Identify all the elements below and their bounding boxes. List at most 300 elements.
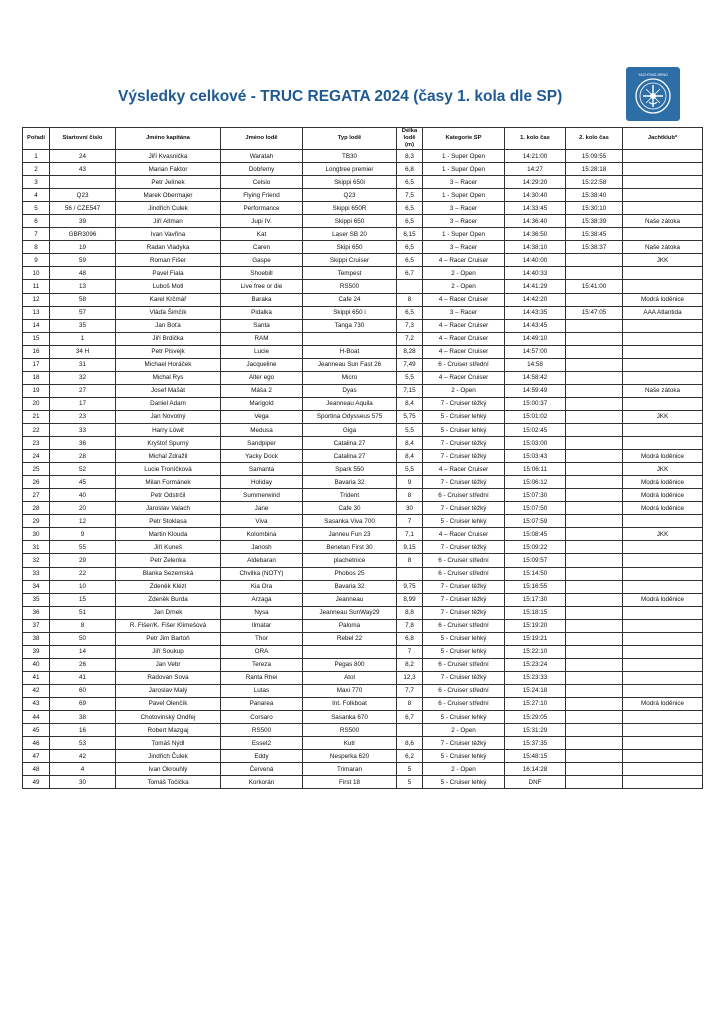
cell-lap2-time bbox=[566, 554, 623, 567]
cell-boat-name: Santa bbox=[221, 319, 303, 332]
cell-skipper: Milan Formánek bbox=[116, 476, 221, 489]
cell-boat-type: Rebel 22 bbox=[303, 632, 397, 645]
cell-rank: 49 bbox=[23, 776, 50, 789]
table-row bbox=[23, 358, 703, 371]
table-row bbox=[23, 267, 703, 280]
cell-boat-length bbox=[397, 280, 423, 293]
cell-boat-name: Lutas bbox=[221, 684, 303, 697]
cell-lap2-time bbox=[566, 684, 623, 697]
cell-boat-name: Thor bbox=[221, 632, 303, 645]
column-header: Jméno lodě bbox=[221, 128, 303, 150]
cell-start-number: 26 bbox=[50, 658, 116, 671]
cell-boat-length: 5 bbox=[397, 763, 423, 776]
cell-boat-type: Catalina 27 bbox=[303, 437, 397, 450]
table-row bbox=[23, 476, 703, 489]
cell-yacht-club bbox=[623, 645, 703, 658]
cell-boat-length: 8 bbox=[397, 554, 423, 567]
cell-rank: 27 bbox=[23, 489, 50, 502]
cell-category: 7 - Cruiser těžký bbox=[423, 541, 505, 554]
cell-rank: 44 bbox=[23, 711, 50, 724]
cell-category: 5 - Cruiser lehký bbox=[423, 711, 505, 724]
cell-boat-length: 6,7 bbox=[397, 711, 423, 724]
cell-lap2-time: 15:38:37 bbox=[566, 241, 623, 254]
table-row bbox=[23, 684, 703, 697]
cell-boat-length: 7,7 bbox=[397, 684, 423, 697]
cell-skipper: R. Fišer/K. Fišer Klimešová bbox=[116, 619, 221, 632]
cell-rank: 32 bbox=[23, 554, 50, 567]
logo-text: YACHTING BRNO bbox=[638, 73, 668, 77]
table-row bbox=[23, 254, 703, 267]
cell-category: 2 - Open bbox=[423, 763, 505, 776]
cell-rank: 37 bbox=[23, 619, 50, 632]
cell-boat-name: Jacqueline bbox=[221, 358, 303, 371]
cell-lap1-time: 14:29:20 bbox=[505, 176, 566, 189]
cell-category: 6 - Cruiser střední bbox=[423, 658, 505, 671]
cell-boat-length: 7,2 bbox=[397, 332, 423, 345]
table-row bbox=[23, 593, 703, 606]
cell-boat-type: Cafe 30 bbox=[303, 502, 397, 515]
cell-category: 7 - Cruiser těžký bbox=[423, 606, 505, 619]
cell-start-number: 4 bbox=[50, 763, 116, 776]
cell-rank: 41 bbox=[23, 671, 50, 684]
cell-skipper: Kryštof Spurný bbox=[116, 437, 221, 450]
cell-skipper: Petr Stoklasa bbox=[116, 515, 221, 528]
cell-category: 2 - Open bbox=[423, 280, 505, 293]
cell-start-number: 32 bbox=[50, 371, 116, 384]
cell-boat-type: Catalina 27 bbox=[303, 450, 397, 463]
cell-lap1-time: 15:09:57 bbox=[505, 554, 566, 567]
cell-boat-length: 7,49 bbox=[397, 358, 423, 371]
cell-lap2-time bbox=[566, 528, 623, 541]
cell-yacht-club bbox=[623, 580, 703, 593]
cell-boat-name: Ranta Rhei bbox=[221, 671, 303, 684]
cell-boat-name: Shoebill bbox=[221, 267, 303, 280]
cell-yacht-club bbox=[623, 750, 703, 763]
cell-boat-name: Janosh bbox=[221, 541, 303, 554]
table-row bbox=[23, 737, 703, 750]
cell-yacht-club bbox=[623, 671, 703, 684]
cell-lap2-time bbox=[566, 737, 623, 750]
cell-yacht-club bbox=[623, 763, 703, 776]
cell-skipper: Zdeněk Burda bbox=[116, 593, 221, 606]
cell-category: 3 – Racer bbox=[423, 176, 505, 189]
cell-lap2-time bbox=[566, 463, 623, 476]
table-row bbox=[23, 397, 703, 410]
cell-skipper: Ivan Okrouhlý bbox=[116, 763, 221, 776]
cell-boat-name: ORA bbox=[221, 645, 303, 658]
cell-boat-length: 6,2 bbox=[397, 750, 423, 763]
table-row bbox=[23, 189, 703, 202]
cell-rank: 14 bbox=[23, 319, 50, 332]
table-row bbox=[23, 410, 703, 423]
cell-skipper: Karel Krčmář bbox=[116, 293, 221, 306]
cell-start-number: 52 bbox=[50, 463, 116, 476]
cell-boat-type: Micro bbox=[303, 371, 397, 384]
cell-lap1-time: 14:36:50 bbox=[505, 228, 566, 241]
cell-boat-type: Skippi 650i bbox=[303, 176, 397, 189]
table-row bbox=[23, 163, 703, 176]
cell-lap2-time: 15:09:55 bbox=[566, 150, 623, 163]
cell-boat-type: Maxi 770 bbox=[303, 684, 397, 697]
cell-rank: 33 bbox=[23, 567, 50, 580]
cell-lap1-time: 15:24:18 bbox=[505, 684, 566, 697]
cell-lap2-time bbox=[566, 476, 623, 489]
cell-yacht-club bbox=[623, 280, 703, 293]
results-table bbox=[22, 127, 703, 789]
cell-category: 5 - Cruiser lehký bbox=[423, 632, 505, 645]
cell-yacht-club bbox=[623, 319, 703, 332]
cell-category: 3 – Racer bbox=[423, 241, 505, 254]
cell-lap2-time bbox=[566, 267, 623, 280]
cell-category: 5 - Cruiser lehký bbox=[423, 423, 505, 436]
cell-skipper: Petr Pisvejk bbox=[116, 345, 221, 358]
cell-rank: 15 bbox=[23, 332, 50, 345]
table-row bbox=[23, 371, 703, 384]
cell-boat-name: Korkorán bbox=[221, 776, 303, 789]
cell-category: 4 – Racer Cruiser bbox=[423, 293, 505, 306]
cell-skipper: Jiří Kuneš bbox=[116, 541, 221, 554]
cell-category: 5 - Cruiser lehký bbox=[423, 515, 505, 528]
cell-skipper: Radovan Sova bbox=[116, 671, 221, 684]
cell-yacht-club: Modrá loděnice bbox=[623, 593, 703, 606]
cell-boat-length: 5,5 bbox=[397, 371, 423, 384]
cell-lap2-time bbox=[566, 593, 623, 606]
cell-yacht-club bbox=[623, 776, 703, 789]
cell-yacht-club bbox=[623, 658, 703, 671]
cell-lap1-time: 15:31:29 bbox=[505, 724, 566, 737]
cell-yacht-club bbox=[623, 423, 703, 436]
cell-skipper: Harry Löwit bbox=[116, 423, 221, 436]
cell-boat-name: Chvilka (NOTY) bbox=[221, 567, 303, 580]
table-row bbox=[23, 150, 703, 163]
cell-skipper: Tomáš Nýdl bbox=[116, 737, 221, 750]
cell-yacht-club bbox=[623, 632, 703, 645]
cell-lap2-time bbox=[566, 515, 623, 528]
column-header: Pořadí bbox=[23, 128, 50, 150]
cell-boat-name: Medusa bbox=[221, 423, 303, 436]
column-header: Startovní číslo bbox=[50, 128, 116, 150]
cell-skipper: Jaroslav Malý bbox=[116, 684, 221, 697]
page-title: Výsledky celkové - TRUC REGATA 2024 (časy 1. kola dle SP) bbox=[118, 88, 563, 105]
cell-rank: 24 bbox=[23, 450, 50, 463]
cell-start-number: 19 bbox=[50, 241, 116, 254]
cell-skipper: Jindřich Čulek bbox=[116, 750, 221, 763]
cell-lap2-time bbox=[566, 254, 623, 267]
cell-boat-type: Sasanka Viva 700 bbox=[303, 515, 397, 528]
cell-boat-length: 8 bbox=[397, 489, 423, 502]
cell-yacht-club: JKK bbox=[623, 463, 703, 476]
table-row bbox=[23, 697, 703, 710]
cell-start-number: 39 bbox=[50, 215, 116, 228]
cell-rank: 26 bbox=[23, 476, 50, 489]
cell-yacht-club: JKK bbox=[623, 528, 703, 541]
cell-boat-name: Summerwind bbox=[221, 489, 303, 502]
cell-skipper: Petr Odstrčil bbox=[116, 489, 221, 502]
cell-lap2-time bbox=[566, 763, 623, 776]
cell-lap1-time: 14:27 bbox=[505, 163, 566, 176]
cell-yacht-club bbox=[623, 228, 703, 241]
cell-yacht-club bbox=[623, 202, 703, 215]
cell-start-number: 43 bbox=[50, 163, 116, 176]
cell-start-number: 48 bbox=[50, 267, 116, 280]
cell-lap1-time: 15:03:00 bbox=[505, 437, 566, 450]
cell-boat-name: Viva bbox=[221, 515, 303, 528]
cell-boat-type: Atol bbox=[303, 671, 397, 684]
cell-boat-name: Ilmatar bbox=[221, 619, 303, 632]
cell-rank: 16 bbox=[23, 345, 50, 358]
cell-boat-type: Skippi Cruiser bbox=[303, 254, 397, 267]
cell-start-number: 24 bbox=[50, 150, 116, 163]
cell-boat-name: Alter ego bbox=[221, 371, 303, 384]
cell-start-number: 57 bbox=[50, 306, 116, 319]
table-row bbox=[23, 711, 703, 724]
cell-boat-name: Yacky Dock bbox=[221, 450, 303, 463]
cell-lap2-time: 15:28:18 bbox=[566, 163, 623, 176]
cell-boat-name: Pidalka bbox=[221, 306, 303, 319]
cell-boat-type: Trimaran bbox=[303, 763, 397, 776]
cell-boat-length: 7,3 bbox=[397, 319, 423, 332]
cell-yacht-club: Modrá loděnice bbox=[623, 697, 703, 710]
cell-lap1-time: 15:48:15 bbox=[505, 750, 566, 763]
cell-boat-length: 12,3 bbox=[397, 671, 423, 684]
cell-start-number: 10 bbox=[50, 580, 116, 593]
cell-rank: 19 bbox=[23, 384, 50, 397]
cell-boat-name: Dobřemy bbox=[221, 163, 303, 176]
cell-boat-type bbox=[303, 645, 397, 658]
cell-category: 3 – Racer bbox=[423, 215, 505, 228]
cell-lap1-time: 15:01:02 bbox=[505, 410, 566, 423]
cell-boat-name: Tereza bbox=[221, 658, 303, 671]
cell-lap2-time: 15:41:00 bbox=[566, 280, 623, 293]
cell-lap1-time: 15:22:10 bbox=[505, 645, 566, 658]
table-row bbox=[23, 202, 703, 215]
cell-rank: 40 bbox=[23, 658, 50, 671]
cell-boat-length: 8,2 bbox=[397, 658, 423, 671]
cell-rank: 17 bbox=[23, 358, 50, 371]
cell-yacht-club bbox=[623, 515, 703, 528]
cell-boat-name: Kat bbox=[221, 228, 303, 241]
column-header: 1. kolo čas bbox=[505, 128, 566, 150]
column-header: Typ lodě bbox=[303, 128, 397, 150]
cell-boat-name: Performance bbox=[221, 202, 303, 215]
table-row bbox=[23, 658, 703, 671]
cell-category: 4 – Racer Cruiser bbox=[423, 371, 505, 384]
cell-category: 5 - Cruiser lehký bbox=[423, 750, 505, 763]
cell-lap2-time bbox=[566, 502, 623, 515]
cell-lap1-time: 15:07:59 bbox=[505, 515, 566, 528]
cell-category: 2 - Open bbox=[423, 384, 505, 397]
cell-boat-length: 8,6 bbox=[397, 737, 423, 750]
cell-rank: 20 bbox=[23, 397, 50, 410]
cell-yacht-club bbox=[623, 332, 703, 345]
cell-lap2-time bbox=[566, 711, 623, 724]
cell-rank: 12 bbox=[23, 293, 50, 306]
cell-lap1-time: 15:02:45 bbox=[505, 423, 566, 436]
cell-start-number: 23 bbox=[50, 410, 116, 423]
cell-rank: 34 bbox=[23, 580, 50, 593]
cell-start-number: 1 bbox=[50, 332, 116, 345]
cell-boat-name: Samanta bbox=[221, 463, 303, 476]
table-row bbox=[23, 423, 703, 436]
cell-category: 7 - Cruiser těžký bbox=[423, 593, 505, 606]
cell-skipper: Tomáš Točička bbox=[116, 776, 221, 789]
cell-boat-name: Vega bbox=[221, 410, 303, 423]
cell-rank: 42 bbox=[23, 684, 50, 697]
cell-boat-name: RS500 bbox=[221, 724, 303, 737]
cell-lap2-time bbox=[566, 541, 623, 554]
cell-start-number: 55 bbox=[50, 541, 116, 554]
cell-boat-type: H-Boat bbox=[303, 345, 397, 358]
cell-yacht-club: Naše zátoka bbox=[623, 215, 703, 228]
cell-boat-type: Bavaria 32 bbox=[303, 580, 397, 593]
column-header: Délka lodě (m) bbox=[397, 128, 423, 150]
table-row bbox=[23, 228, 703, 241]
cell-boat-type: Spark 550 bbox=[303, 463, 397, 476]
cell-start-number: 60 bbox=[50, 684, 116, 697]
column-header: Kategorie SP bbox=[423, 128, 505, 150]
column-header: 2. kolo čas bbox=[566, 128, 623, 150]
cell-rank: 7 bbox=[23, 228, 50, 241]
cell-yacht-club bbox=[623, 397, 703, 410]
cell-lap2-time bbox=[566, 423, 623, 436]
cell-rank: 28 bbox=[23, 502, 50, 515]
cell-boat-type: Skippi 650R bbox=[303, 202, 397, 215]
cell-boat-type: TB30 bbox=[303, 150, 397, 163]
cell-category: 6 - Cruiser střední bbox=[423, 358, 505, 371]
cell-boat-length bbox=[397, 724, 423, 737]
table-row bbox=[23, 463, 703, 476]
cell-category: 7 - Cruiser těžký bbox=[423, 737, 505, 750]
cell-boat-length: 6,5 bbox=[397, 215, 423, 228]
table-row bbox=[23, 176, 703, 189]
cell-category: 2 - Open bbox=[423, 267, 505, 280]
cell-lap2-time bbox=[566, 580, 623, 593]
cell-boat-type: Longtree premier bbox=[303, 163, 397, 176]
cell-boat-length: 7 bbox=[397, 515, 423, 528]
cell-boat-name: Jupi IV. bbox=[221, 215, 303, 228]
cell-start-number: 53 bbox=[50, 737, 116, 750]
cell-category: 4 – Racer Cruiser bbox=[423, 528, 505, 541]
cell-boat-name: Panarea bbox=[221, 697, 303, 710]
table-row bbox=[23, 280, 703, 293]
cell-rank: 1 bbox=[23, 150, 50, 163]
cell-lap1-time: 14:41:29 bbox=[505, 280, 566, 293]
cell-boat-length: 6,5 bbox=[397, 241, 423, 254]
cell-boat-length: 8,99 bbox=[397, 593, 423, 606]
cell-category: 6 - Cruiser střední bbox=[423, 554, 505, 567]
cell-lap2-time bbox=[566, 671, 623, 684]
cell-boat-length: 6,8 bbox=[397, 163, 423, 176]
cell-boat-length: 6,5 bbox=[397, 254, 423, 267]
cell-boat-type: Laser SB 20 bbox=[303, 228, 397, 241]
table-row bbox=[23, 450, 703, 463]
cell-start-number: 33 bbox=[50, 423, 116, 436]
cell-start-number: 30 bbox=[50, 776, 116, 789]
cell-yacht-club bbox=[623, 371, 703, 384]
cell-category: 4 – Racer Cruiser bbox=[423, 332, 505, 345]
cell-boat-length: 5,5 bbox=[397, 423, 423, 436]
cell-rank: 8 bbox=[23, 241, 50, 254]
cell-skipper: Michal Rys bbox=[116, 371, 221, 384]
cell-category: 2 - Open bbox=[423, 724, 505, 737]
cell-rank: 45 bbox=[23, 724, 50, 737]
yacht-club-emblem-icon bbox=[626, 67, 680, 121]
cell-boat-length: 7,8 bbox=[397, 619, 423, 632]
cell-category: 1 - Super Open bbox=[423, 163, 505, 176]
cell-category: 7 - Cruiser těžký bbox=[423, 671, 505, 684]
cell-start-number: 56 / CZE547 bbox=[50, 202, 116, 215]
table-row bbox=[23, 632, 703, 645]
cell-lap1-time: 14:59:49 bbox=[505, 384, 566, 397]
cell-category: 7 - Cruiser těžký bbox=[423, 580, 505, 593]
cell-start-number: 59 bbox=[50, 254, 116, 267]
cell-category: 6 - Cruiser střední bbox=[423, 684, 505, 697]
cell-lap2-time bbox=[566, 345, 623, 358]
cell-lap1-time: 15:06:11 bbox=[505, 463, 566, 476]
cell-boat-length: 8 bbox=[397, 697, 423, 710]
cell-boat-length: 6,5 bbox=[397, 306, 423, 319]
cell-boat-length: 8,4 bbox=[397, 450, 423, 463]
cell-yacht-club bbox=[623, 358, 703, 371]
table-row bbox=[23, 306, 703, 319]
cell-rank: 39 bbox=[23, 645, 50, 658]
table-row bbox=[23, 502, 703, 515]
cell-boat-name: Nysa bbox=[221, 606, 303, 619]
table-row bbox=[23, 541, 703, 554]
cell-boat-name: Marigold bbox=[221, 397, 303, 410]
cell-yacht-club bbox=[623, 150, 703, 163]
cell-boat-type: Jeanneau bbox=[303, 593, 397, 606]
cell-rank: 4 bbox=[23, 189, 50, 202]
cell-yacht-club: JKK bbox=[623, 254, 703, 267]
cell-lap2-time bbox=[566, 750, 623, 763]
cell-skipper: Daniel Adam bbox=[116, 397, 221, 410]
cell-skipper: Jiří Kvasnička bbox=[116, 150, 221, 163]
cell-boat-name: Máša 2 bbox=[221, 384, 303, 397]
cell-yacht-club bbox=[623, 724, 703, 737]
cell-start-number: 50 bbox=[50, 632, 116, 645]
cell-start-number: 45 bbox=[50, 476, 116, 489]
table-row bbox=[23, 293, 703, 306]
cell-start-number: 20 bbox=[50, 502, 116, 515]
cell-boat-length: 5 bbox=[397, 776, 423, 789]
cell-skipper: Petr Jelínek bbox=[116, 176, 221, 189]
table-row bbox=[23, 489, 703, 502]
cell-category: 7 - Cruiser těžký bbox=[423, 397, 505, 410]
table-row bbox=[23, 619, 703, 632]
cell-boat-length: 7 bbox=[397, 645, 423, 658]
cell-lap2-time bbox=[566, 437, 623, 450]
cell-category: 1 - Super Open bbox=[423, 228, 505, 241]
cell-start-number: 51 bbox=[50, 606, 116, 619]
cell-boat-length: 7,15 bbox=[397, 384, 423, 397]
cell-boat-name: Flying Friend bbox=[221, 189, 303, 202]
cell-boat-length: 8 bbox=[397, 293, 423, 306]
cell-skipper: Chotovinský Ondřej bbox=[116, 711, 221, 724]
cell-start-number: 16 bbox=[50, 724, 116, 737]
cell-skipper: Jiří Brdička bbox=[116, 332, 221, 345]
cell-boat-type: RS500 bbox=[303, 724, 397, 737]
cell-lap2-time bbox=[566, 567, 623, 580]
cell-boat-name: Live free or die bbox=[221, 280, 303, 293]
cell-yacht-club bbox=[623, 163, 703, 176]
table-row bbox=[23, 215, 703, 228]
cell-boat-type: Int. Folkboat bbox=[303, 697, 397, 710]
cell-rank: 13 bbox=[23, 306, 50, 319]
table-row bbox=[23, 528, 703, 541]
cell-lap2-time bbox=[566, 697, 623, 710]
cell-start-number: 8 bbox=[50, 619, 116, 632]
